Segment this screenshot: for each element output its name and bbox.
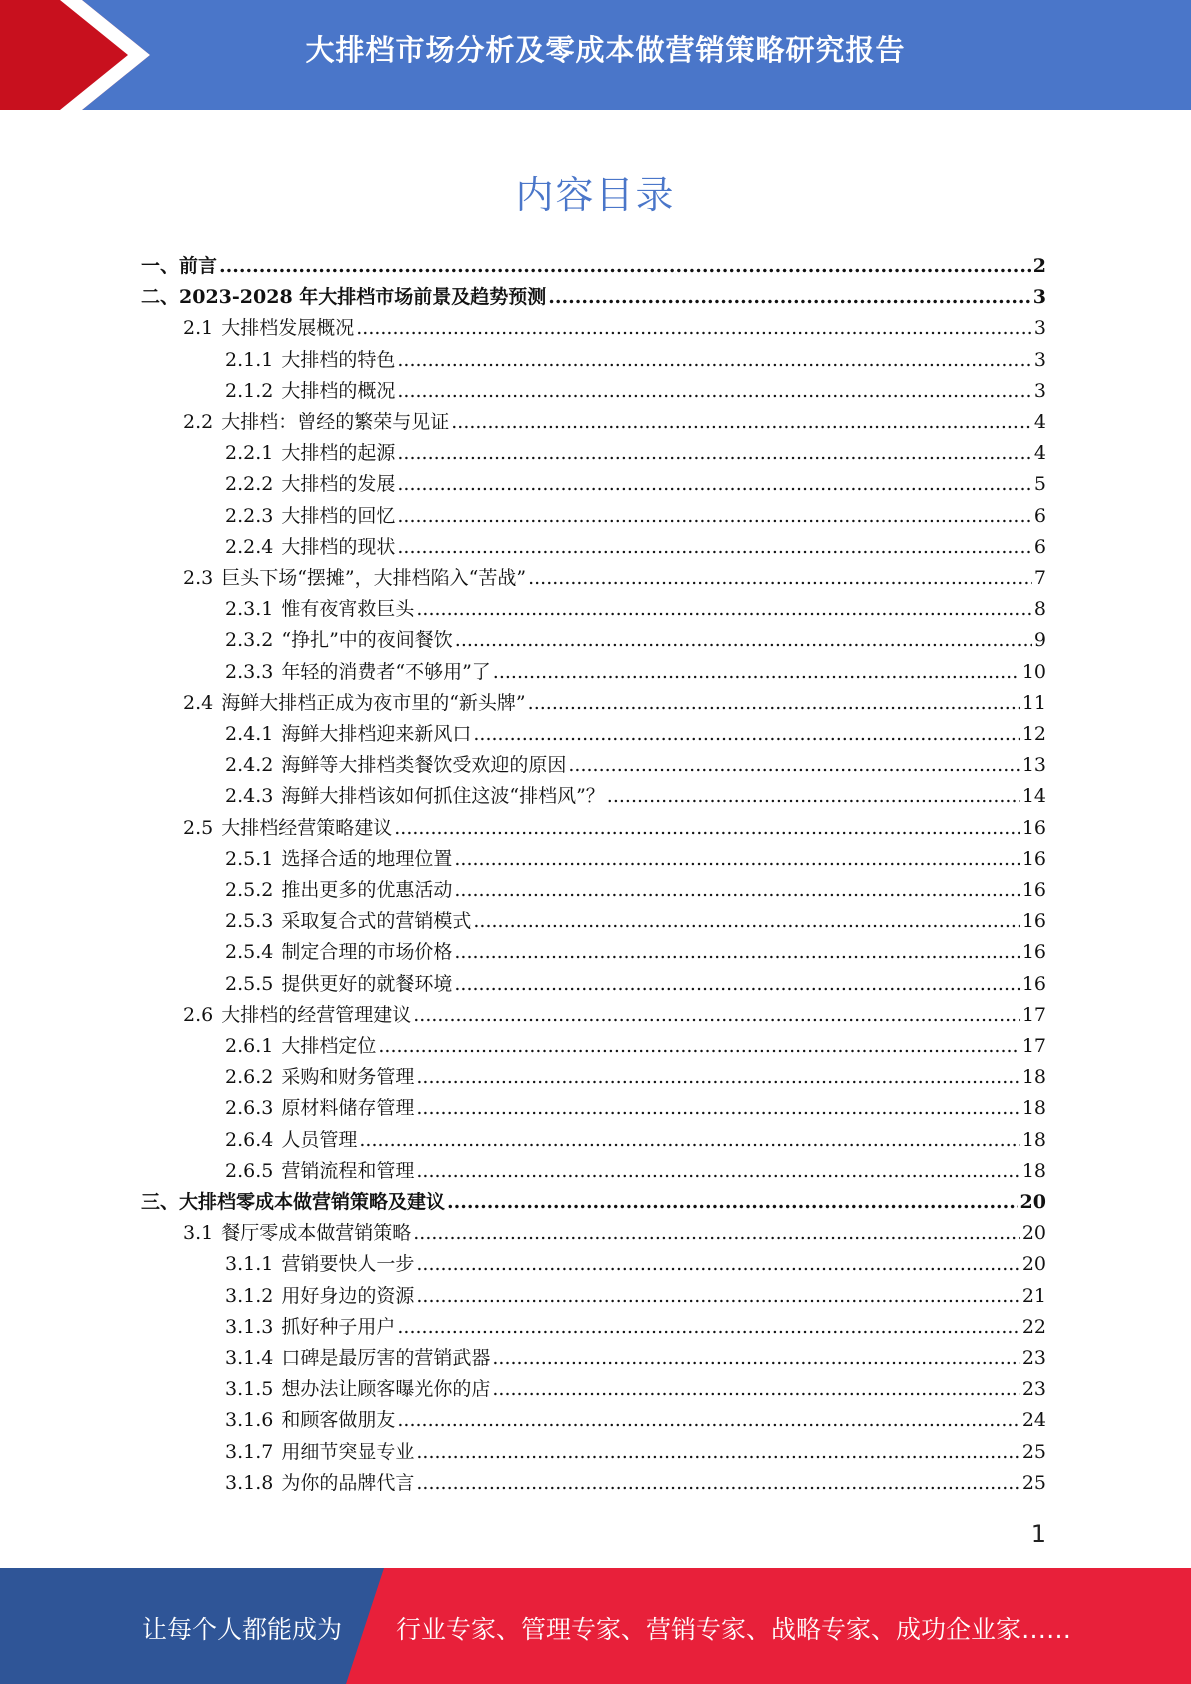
toc-dot-leader — [416, 597, 1032, 621]
toc-entry[interactable] — [225, 472, 1046, 496]
toc-entry[interactable] — [141, 254, 1046, 278]
toc-dot-leader — [397, 1315, 1019, 1339]
toc-entry-title: 用好身边的资源 — [281, 1284, 415, 1307]
toc-entry-title: 大排档的现状 — [281, 535, 396, 558]
toc-entry-title: 大排档：曾经的繁荣与见证 — [221, 411, 450, 433]
toc-entry-page: 7 — [1033, 567, 1046, 589]
toc-entry-page: 20 — [1021, 1222, 1046, 1245]
toc-entry-page: 16 — [1021, 910, 1046, 933]
page-number: 1 — [1030, 1520, 1046, 1548]
toc-entry-number: 2.6.1 — [225, 1035, 274, 1057]
toc-entry[interactable] — [225, 1315, 1046, 1339]
toc-dot-leader — [607, 784, 1020, 808]
toc-entry-title: 海鲜大排档正成为夜市里的“新头牌” — [221, 691, 526, 714]
toc-entry-number: 3.1.2 — [225, 1284, 274, 1307]
toc-dot-leader — [454, 847, 1019, 871]
footer-slogan-right: 行业专家、管理专家、营销专家、战略专家、成功企业家…… — [396, 1615, 1072, 1644]
toc-entry-title: 大排档的回忆 — [281, 504, 396, 527]
toc-entry-page: 6 — [1033, 535, 1046, 558]
toc-entry-title: 大排档的概况 — [281, 379, 396, 402]
toc-dot-leader — [528, 566, 1032, 590]
toc-entry[interactable] — [225, 1034, 1046, 1058]
toc-heading: 内容目录 — [515, 173, 676, 217]
toc-entry-page: 13 — [1021, 754, 1046, 777]
toc-entry-number: 2.4.2 — [225, 754, 274, 777]
toc-entry[interactable] — [225, 504, 1046, 528]
toc-entry-page: 18 — [1021, 1066, 1046, 1089]
toc-entry-number: 3.1.4 — [225, 1347, 274, 1369]
toc-dot-leader — [528, 691, 1020, 715]
report-title: 大排档市场分析及零成本做营销策略研究报告 — [305, 33, 906, 67]
toc-entry-title: 大排档定位 — [281, 1035, 377, 1057]
toc-entry-page: 4 — [1033, 442, 1046, 465]
toc-entry-title: 营销要快人一步 — [281, 1253, 415, 1276]
toc-entry[interactable] — [225, 1065, 1046, 1089]
toc-dot-leader — [492, 1346, 1019, 1370]
toc-entry-number: 2.3.1 — [225, 598, 274, 621]
toc-entry-page: 17 — [1021, 1035, 1046, 1057]
toc-entry-page: 16 — [1021, 972, 1046, 995]
toc-dot-leader — [356, 316, 1032, 340]
toc-entry-number: 2.2.1 — [225, 442, 274, 465]
toc-entry-page: 22 — [1021, 1315, 1046, 1338]
toc-entry-number: 2.4.1 — [225, 723, 274, 745]
toc-entry-number: 二、 — [141, 286, 180, 309]
toc-entry-number: 3.1.3 — [225, 1315, 274, 1338]
toc-entry-number: 2.4.3 — [225, 785, 274, 808]
toc-entry-number: 2.1 — [183, 317, 214, 340]
toc-entry[interactable] — [225, 628, 1046, 652]
toc-entry-page: 18 — [1021, 1128, 1046, 1151]
toc-entry-number: 2.6.2 — [225, 1066, 274, 1089]
toc-entry-number: 2.6.3 — [225, 1097, 274, 1120]
toc-entry-number: 2.5.5 — [225, 972, 274, 995]
toc-entry-title: 提供更好的就餐环境 — [281, 972, 453, 995]
toc-entry-title: 大排档的起源 — [281, 442, 396, 465]
toc-entry-title: 餐厅零成本做营销策略 — [221, 1222, 412, 1245]
toc-dot-leader — [416, 1065, 1019, 1089]
toc-entry-title: 大排档的特色 — [281, 348, 396, 371]
toc-entry-page: 18 — [1021, 1159, 1046, 1182]
toc-entry-page: 20 — [1019, 1191, 1046, 1213]
toc-entry-number: 三、 — [141, 1191, 180, 1213]
toc-entry[interactable] — [183, 1003, 1046, 1027]
toc-entry-number: 3.1.1 — [225, 1253, 274, 1276]
toc-entry-number: 2.3 — [183, 567, 214, 589]
toc-entry[interactable] — [183, 316, 1046, 340]
toc-entry-title: 想办法让顾客曝光你的店 — [281, 1378, 491, 1401]
toc-dot-leader — [451, 410, 1032, 434]
toc-dot-leader — [455, 628, 1032, 652]
toc-entry[interactable] — [183, 816, 1046, 840]
toc-entry-title: 大排档发展概况 — [221, 317, 355, 340]
toc-entry-number: 2.2.4 — [225, 535, 274, 558]
toc-entry-page: 3 — [1033, 379, 1046, 402]
toc-entry[interactable] — [225, 878, 1046, 902]
toc-entry[interactable] — [183, 1221, 1046, 1245]
toc-entry-number: 2.5.3 — [225, 910, 274, 933]
toc-entry[interactable] — [225, 1159, 1046, 1183]
toc-entry-page: 8 — [1033, 598, 1046, 621]
toc-entry-page: 23 — [1021, 1378, 1046, 1401]
toc-entry[interactable] — [225, 660, 1046, 684]
toc-dot-leader — [397, 379, 1032, 403]
toc-entry-number: 2.1.2 — [225, 379, 274, 402]
toc-entry-number: 3.1 — [183, 1222, 214, 1245]
toc-dot-leader — [219, 254, 1031, 278]
toc-entry-number: 2.2 — [183, 411, 214, 433]
toc-dot-leader — [397, 441, 1032, 465]
toc-entry-page: 24 — [1021, 1409, 1046, 1432]
toc-dot-leader — [416, 1096, 1019, 1120]
toc-entry-page: 18 — [1021, 1097, 1046, 1120]
toc-entry-page: 12 — [1021, 723, 1046, 745]
toc-dot-leader — [447, 1190, 1018, 1214]
toc-entry-page: 17 — [1021, 1003, 1046, 1026]
toc-entry[interactable] — [183, 691, 1046, 715]
toc-entry-number: 2.6.5 — [225, 1159, 274, 1182]
toc-dot-leader — [473, 722, 1019, 746]
toc-entry-title: 巨头下场“摆摊”，大排档陷入“苦战” — [221, 567, 527, 589]
toc-entry[interactable] — [225, 379, 1046, 403]
toc-entry-page: 2 — [1032, 255, 1046, 277]
toc-entry-title: 海鲜大排档迎来新风口 — [281, 723, 472, 745]
toc-dot-leader — [454, 972, 1019, 996]
toc-entry-title: 大排档零成本做营销策略及建议 — [179, 1191, 446, 1213]
toc-entry-title: 为你的品牌代言 — [281, 1471, 415, 1494]
toc-entry-title: 海鲜大排档该如何抓住这波“排档风”？ — [281, 785, 605, 808]
toc-entry-title: 人员管理 — [281, 1128, 358, 1151]
toc-entry[interactable] — [141, 285, 1046, 309]
toc-dot-leader — [473, 909, 1019, 933]
toc-entry-number: 2.6 — [183, 1003, 214, 1026]
toc-entry[interactable] — [225, 1096, 1046, 1120]
toc-entry[interactable] — [225, 1440, 1046, 1464]
toc-entry[interactable] — [225, 1346, 1046, 1370]
toc-entry[interactable] — [225, 1128, 1046, 1152]
toc-entry[interactable] — [225, 535, 1046, 559]
toc-entry-page: 16 — [1021, 816, 1046, 839]
toc-entry-page: 23 — [1021, 1347, 1046, 1369]
toc-dot-leader — [454, 940, 1019, 964]
toc-entry-title: 年轻的消费者“不够用”了 — [281, 660, 491, 683]
toc-dot-leader — [397, 504, 1032, 528]
toc-entry-number: 2.5 — [183, 816, 214, 839]
toc-entry[interactable] — [225, 1471, 1046, 1495]
toc-entry-number: 2.4 — [183, 691, 214, 714]
toc-entry-page: 5 — [1033, 473, 1046, 496]
toc-entry-number: 2.1.1 — [225, 348, 274, 371]
toc-entry[interactable] — [183, 566, 1046, 590]
toc-entry-title: 选择合适的地理位置 — [281, 847, 453, 870]
toc-entry-number: 3.1.7 — [225, 1440, 274, 1463]
toc-dot-leader — [397, 472, 1032, 496]
toc-entry-page: 16 — [1021, 879, 1046, 901]
toc-entry-page: 9 — [1033, 629, 1046, 652]
toc-entry-number: 2.5.1 — [225, 847, 274, 870]
toc-entry-title: 采购和财务管理 — [281, 1066, 415, 1089]
toc-dot-leader — [413, 1221, 1020, 1245]
toc-entry[interactable] — [225, 348, 1046, 372]
toc-entry-title: 大排档经营策略建议 — [221, 816, 393, 839]
toc-dot-leader — [416, 1284, 1019, 1308]
toc-entry[interactable] — [183, 410, 1046, 434]
toc-entry-page: 16 — [1021, 941, 1046, 964]
toc-dot-leader — [493, 660, 1020, 684]
toc-dot-leader — [416, 1159, 1019, 1183]
toc-dot-leader — [397, 348, 1032, 372]
toc-entry[interactable] — [225, 597, 1046, 621]
toc-entry-page: 3 — [1032, 286, 1046, 309]
toc-entry-title: “挣扎”中的夜间餐饮 — [281, 629, 453, 652]
toc-dot-leader — [416, 1252, 1019, 1276]
toc-entry-number: 3.1.5 — [225, 1378, 274, 1401]
toc-entry[interactable] — [225, 847, 1046, 871]
toc-entry[interactable] — [141, 1190, 1046, 1214]
toc-entry-number: 2.2.2 — [225, 473, 274, 496]
toc-entry-title: 惟有夜宵救巨头 — [281, 598, 415, 621]
toc-entry-title: 推出更多的优惠活动 — [281, 879, 453, 901]
toc-dot-leader — [416, 1471, 1019, 1495]
toc-entry-title: 制定合理的市场价格 — [281, 941, 453, 964]
toc-dot-leader — [394, 816, 1020, 840]
toc-entry-title: 营销流程和管理 — [281, 1159, 415, 1182]
toc-entry-page: 11 — [1021, 691, 1046, 714]
toc-dot-leader — [359, 1128, 1019, 1152]
toc-entry-title: 前言 — [179, 255, 218, 277]
toc-entry-number: 2.5.2 — [225, 879, 274, 901]
toc-dot-leader — [397, 535, 1032, 559]
toc-entry[interactable] — [225, 1284, 1046, 1308]
toc-entry-title: 大排档的发展 — [281, 473, 396, 496]
toc-entry-page: 25 — [1021, 1440, 1046, 1463]
toc-dot-leader — [454, 878, 1019, 902]
toc-entry[interactable] — [225, 1408, 1046, 1432]
toc-entry-number: 2.3.2 — [225, 629, 274, 652]
toc-entry-page: 3 — [1033, 317, 1046, 340]
toc-entry-page: 20 — [1021, 1253, 1046, 1276]
toc-entry-page: 16 — [1021, 847, 1046, 870]
toc-entry-number: 2.3.3 — [225, 660, 274, 683]
header-bar — [0, 0, 1191, 110]
toc-dot-leader — [397, 1408, 1019, 1432]
toc-dot-leader — [378, 1034, 1019, 1058]
toc-entry-title: 大排档的经营管理建议 — [221, 1003, 412, 1026]
toc-entry-page: 4 — [1033, 411, 1046, 433]
toc-entry-title: 口碑是最厉害的营销武器 — [281, 1347, 491, 1369]
toc-entry[interactable] — [225, 1377, 1046, 1401]
toc-entry[interactable] — [225, 940, 1046, 964]
toc-entry-page: 3 — [1033, 348, 1046, 371]
toc-entry-number: 2.2.3 — [225, 504, 274, 527]
toc-entry[interactable] — [225, 1252, 1046, 1276]
toc-entry-number: 3.1.6 — [225, 1409, 274, 1432]
toc-entry-number: 一、 — [141, 255, 180, 277]
footer-bar — [0, 1568, 1191, 1684]
toc-entry-title: 2023-2028 年大排档市场前景及趋势预测 — [179, 286, 547, 309]
toc-entry-page: 10 — [1021, 660, 1046, 683]
toc-entry-page: 21 — [1021, 1284, 1046, 1307]
toc-entry[interactable] — [225, 441, 1046, 465]
toc-entry[interactable] — [225, 784, 1046, 808]
footer-slogan-left: 让每个人都能成为 — [142, 1615, 343, 1644]
toc-entry[interactable] — [225, 722, 1046, 746]
toc-entry-title: 和顾客做朋友 — [281, 1409, 396, 1432]
toc-entry-number: 2.5.4 — [225, 941, 274, 964]
toc-entry-title: 抓好种子用户 — [281, 1315, 396, 1338]
toc-entry-page: 6 — [1033, 504, 1046, 527]
toc-entry-title: 用细节突显专业 — [281, 1440, 415, 1463]
toc-dot-leader — [568, 753, 1019, 777]
toc-entry-title: 原材料储存管理 — [281, 1097, 415, 1120]
toc-entry[interactable] — [225, 753, 1046, 777]
toc-entry-page: 14 — [1021, 785, 1046, 808]
toc-dot-leader — [548, 285, 1030, 309]
toc-entry-title: 采取复合式的营销模式 — [281, 910, 472, 933]
toc-entry-number: 3.1.8 — [225, 1471, 274, 1494]
toc-entry[interactable] — [225, 972, 1046, 996]
toc-entry-number: 2.6.4 — [225, 1128, 274, 1151]
toc-dot-leader — [492, 1377, 1019, 1401]
toc-dot-leader — [416, 1440, 1019, 1464]
toc-entry-page: 25 — [1021, 1471, 1046, 1494]
toc-entry-title: 海鲜等大排档类餐饮受欢迎的原因 — [281, 754, 567, 777]
toc-entry[interactable] — [225, 909, 1046, 933]
toc-dot-leader — [413, 1003, 1020, 1027]
